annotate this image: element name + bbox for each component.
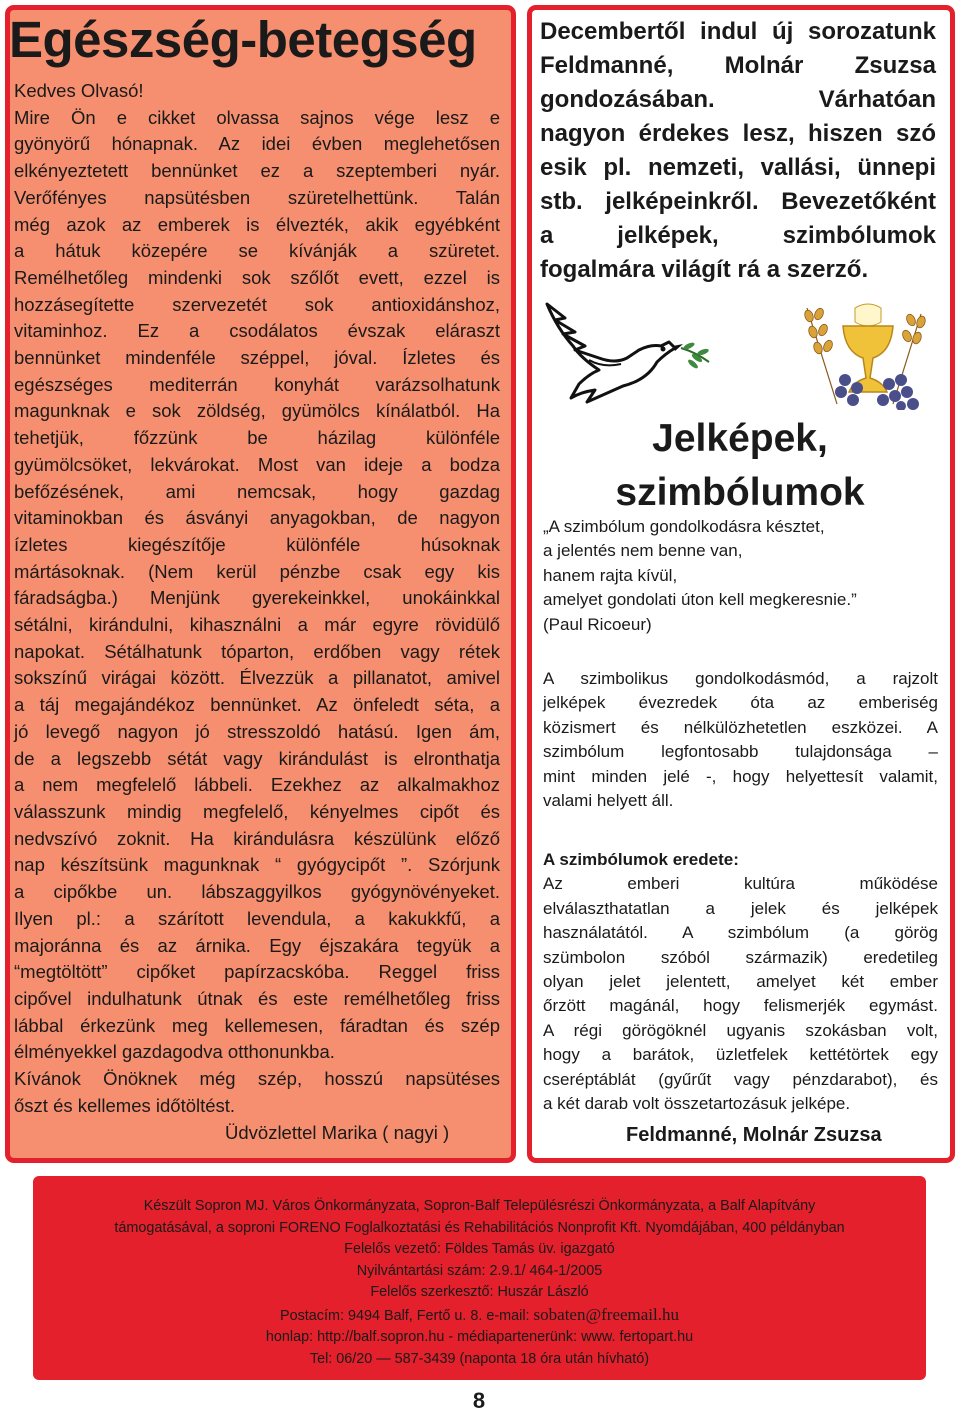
intro-line: Feldmanné, Molnár Zsuzsa: [540, 52, 936, 79]
symbols-title-line2: szimbólumok: [615, 471, 865, 514]
intro-line: Decembertől indul új sorozatunk: [540, 18, 936, 45]
text-line: egészséges mediterrán konyhát varázsolhatunk: [14, 373, 500, 395]
symbols-title: [540, 412, 940, 520]
text-line: mártásoknak. (Nem kerül pénzbe csak egy kis: [14, 560, 500, 582]
text-line: szümbolon szóból származik) eredetileg: [543, 947, 938, 967]
text-line: Kívánok Önöknek még szép, hosszú napsütéses: [14, 1068, 500, 1090]
text-line: a hátuk közepére se kívánják a szüretet.: [14, 240, 500, 262]
chalice-icon: [793, 300, 943, 410]
text-line: hogy a barátok, üzletfelek kettétörtek egy: [543, 1045, 938, 1065]
text-line: majoránna és az árnika. Egy éjszakára tegyük a: [14, 934, 500, 956]
text-line: hanem rajta kívül,: [543, 565, 678, 585]
text-line: lábbal érkezünk meg kellemesen, fáradtan és szép: [14, 1014, 500, 1036]
imprint-line: Felelős vezető: Földes Tamás üv. igazgató: [344, 1241, 615, 1257]
text-line: őrzött magánál, hogy felismerjék egymást.: [543, 996, 938, 1016]
text-line: bennünket mindenféle széppel, jóval. Ízletes és: [14, 347, 500, 369]
text-line: vitaminhoz. Ez a csodálatos évszak eláraszt: [14, 320, 500, 342]
imprint-postal: [33, 1304, 926, 1328]
text-line: tehetjük, főzzünk be házilag különféle: [14, 427, 500, 449]
text-line: élményekkel gazdagodva otthonunkba.: [14, 1041, 335, 1063]
imprint-footer: [33, 1176, 926, 1380]
text-line: a cipőkbe un. lábszaggyilkos gyógynövényeket.: [14, 881, 500, 903]
text-line: a jelentés nem benne van,: [543, 541, 743, 561]
text-line: Kedves Olvasó!: [14, 80, 144, 101]
text-line: elválaszthatatlan a jelek és jelképek: [543, 898, 938, 918]
symbolic-thinking-paragraph: [543, 667, 938, 813]
text-line: a két darab volt összetartozásuk jelképe.: [543, 1094, 851, 1114]
intro-line: a jelképek, szimbólumok: [540, 222, 936, 249]
text-line: gyönyörű hónapnak. Az idei évben meglehetősen: [14, 133, 500, 155]
imprint-line: Felelős szerkesztő: Huszár László: [370, 1284, 589, 1300]
author-name: Feldmanné, Molnár Zsuzsa: [626, 1124, 882, 1146]
text-line: A régi görögöknél ugyanis szokásban volt,: [543, 1020, 938, 1040]
symbol-origin-section: [543, 848, 938, 1116]
imprint-phone: Tel: 06/20 — 587-3439 (naponta 18 óra után hívható): [309, 1350, 650, 1367]
symbols-title-line1: Jelképek,: [652, 417, 828, 460]
text-line: napokat. Sétálhatunk tóparton, erdőben vagy rétek: [14, 640, 500, 662]
text-line: amelyet gondolati úton kell megkeresnie.”: [543, 590, 857, 610]
dove-icon: [543, 298, 713, 406]
imprint-line: Nyilvántartási szám: 2.9.1/ 464-1/2005: [356, 1262, 603, 1279]
text-line: jelképek évezredek óta az emberiség: [543, 693, 938, 713]
page-number: 8: [447, 1387, 511, 1415]
text-line: szimbólum legfontosabb tulajdonsága –: [543, 742, 938, 762]
text-line: válasszunk mindig megfelelő, kényelmes cipőt és: [14, 800, 500, 822]
text-line: hozzásegítette szervezetét sok antioxidánshoz,: [14, 293, 500, 315]
text-line: nap készítsünk magunknak “ gyógycipőt ”. Szórjunk: [14, 854, 500, 876]
text-line: Mire Ön e cikket olvassa sajnos vége lesz e: [14, 106, 500, 128]
text-line: vitaminokban és ásványi anyagokban, de nagyon: [14, 507, 500, 529]
text-line: magunknak e sok zöldség, gyümölcs kínálatból. Ha: [14, 400, 500, 422]
article-title: Egészség-betegség: [9, 11, 477, 68]
text-line: használatától. A szimbólum (a görög: [543, 923, 938, 943]
text-line: még azok az emberek is élvezték, akik egyébként: [14, 213, 500, 235]
text-line: A szimbolikus gondolkodásmód, a rajzolt: [543, 669, 938, 688]
text-line: a nem megfelelő lábbeli. Ezekhez az alkalmakhoz: [14, 774, 500, 796]
text-line: „A szimbólum gondolkodásra késztet,: [543, 517, 825, 536]
ricoeur-quote: [543, 515, 938, 637]
text-line: cseréptáblát (gyűrűt vagy pénzdarabot), és: [543, 1069, 938, 1089]
text-line: gyümölcsöket, lekvárokat. Most van ideje a bodza: [14, 453, 500, 475]
text-line: sokszínű virágai között. Élvezzük a pillanatot, amivel: [14, 667, 500, 689]
text-line: “megtöltött” cipőket papírzacskóba. Reggel friss: [14, 961, 500, 983]
health-article-body: [14, 78, 500, 1119]
imprint-line: támogatásával, a soproni FORENO Foglalkoztatási és Rehabilitációs Nonprofit Kft. Nyomdájában, 400 példányban: [114, 1219, 845, 1236]
text-line: elkényeztetett bennünket ez a szeptemberi nyár.: [14, 160, 500, 182]
text-line: jó levegő nagyon jó stresszoldó hatású. Igen ám,: [14, 720, 500, 742]
text-line: Az emberi kultúra működése: [543, 874, 938, 894]
text-line: sétálni, kirándulni, kihasználni a már egyre rövidülő: [14, 614, 500, 636]
imprint-line: Készült Sopron MJ. Város Önkormányzata, Sopron-Balf Településrészi Önkormányzata, a Balf Alapítvány: [143, 1198, 816, 1214]
article-signature: Üdvözlettel Marika ( nagyi ): [225, 1122, 450, 1143]
imprint-website[interactable]: honlap: http://balf.sopron.hu - médiapartenerünk: www. fertopart.hu: [265, 1329, 694, 1345]
origin-heading: A szimbólumok eredete:: [543, 850, 739, 869]
text-line: mint minden jelé -, hogy helyettesít valamit,: [543, 766, 938, 786]
text-line: Verőfényes napsütésben szüretelhettünk. Talán: [14, 186, 500, 208]
text-line: őszt és kellemes időtöltést.: [14, 1094, 236, 1116]
text-line: nedvszívó zoknit. Ha kirándulásra készülünk előző: [14, 827, 500, 849]
text-line: befőzésének, ami nemcsak, hogy gazdag: [14, 480, 500, 502]
text-line: (Paul Ricoeur): [543, 614, 652, 634]
text-line: valami helyett áll.: [543, 791, 674, 811]
intro-line: gondozásában. Várhatóan: [540, 86, 936, 113]
postal-address: Postacím: 9494 Balf, Fertő u. 8. e-mail:: [279, 1307, 530, 1324]
text-line: Ilyen pl.: a szárított levendula, a kakukkfű, a: [14, 907, 500, 929]
text-line: olyan jelet jelentett, amelyet két ember: [543, 972, 938, 992]
text-line: ízletes kiegészítője különféle húsoknak: [14, 533, 500, 555]
intro-line: stb. jelképeinkről. Bevezetőként: [540, 188, 936, 215]
text-line: Remélhetőleg mindenki sok szőlőt evett, ezzel is: [14, 266, 500, 288]
email-link[interactable]: sobaten@freemail.hu: [533, 1304, 679, 1324]
intro-line: esik pl. nemzeti, vallási, ünnepi: [540, 154, 936, 181]
text-line: közismert és nélkülözhetetlen eszközei. A: [543, 717, 938, 737]
text-line: fáradságba.) Menjünk gyerekeinkkel, unokáinkkal: [14, 587, 500, 609]
intro-line: nagyon érdekes lesz, hiszen szó: [540, 120, 936, 147]
text-line: cipővel indulhatunk útnak és este remélhetőleg friss: [14, 987, 500, 1009]
text-line: a táj megajándékoz bennünket. Az önfeledt séta, a: [14, 694, 500, 716]
intro-line: fogalmára világít rá a szerző.: [540, 256, 869, 283]
text-line: de a legszebb sétát vagy kirándulást is elronthatja: [14, 747, 500, 769]
series-intro: [540, 15, 936, 287]
